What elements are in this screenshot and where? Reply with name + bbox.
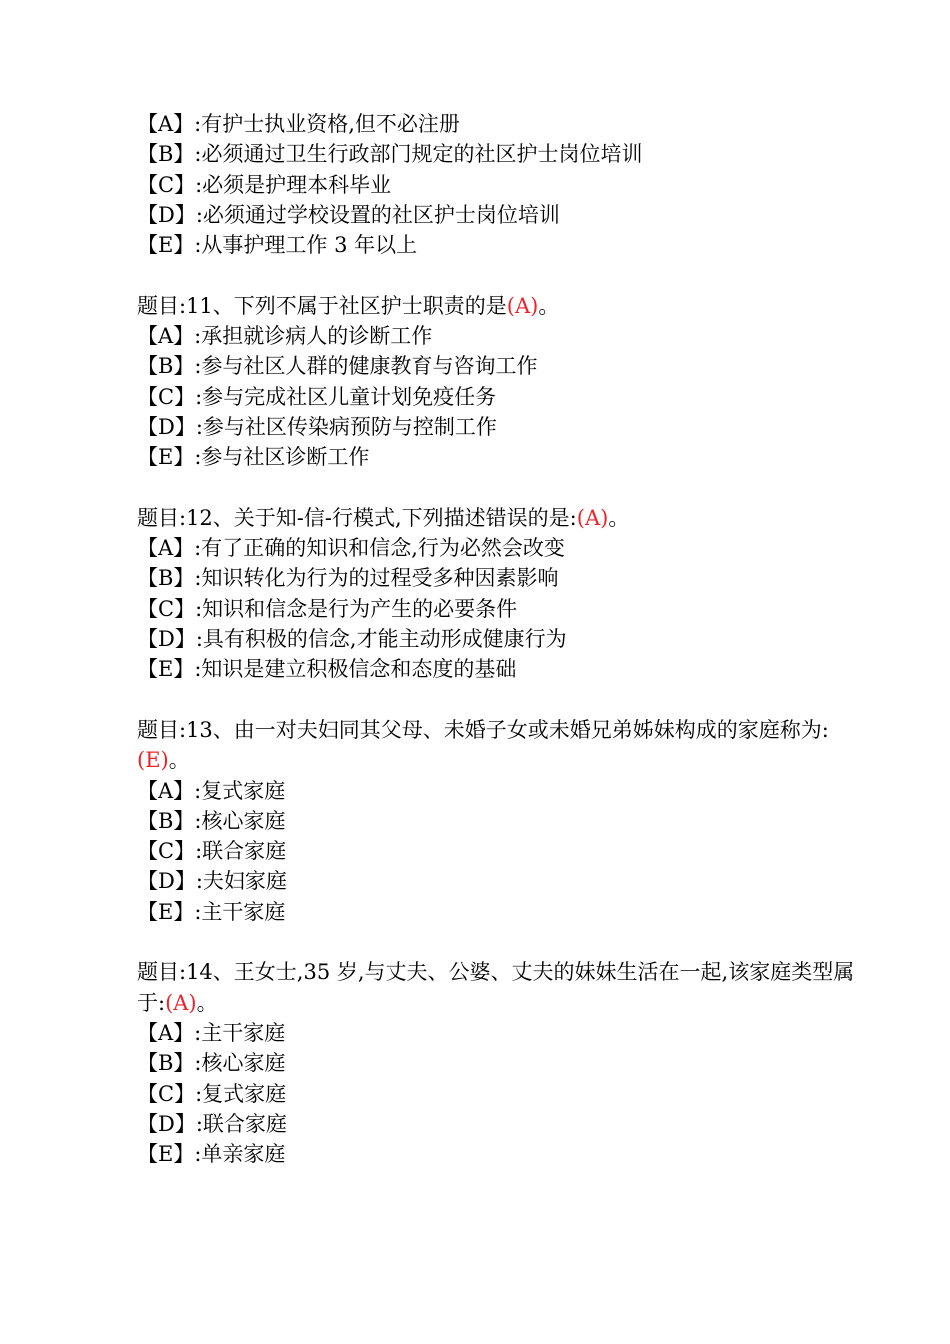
document-content [137, 109, 865, 1169]
option-b: 【B】:核心家庭 [137, 808, 286, 833]
spacer [137, 685, 865, 715]
option-e: 【E】:主干家庭 [137, 899, 286, 924]
option-d: 【D】:具有积极的信念,才能主动形成健康行为 [137, 627, 567, 652]
option-c: 【C】:必须是护理本科毕业 [137, 172, 392, 197]
question-stem [137, 957, 865, 1018]
answer-key: (A) [506, 293, 539, 318]
option-b: 【B】:知识转化为行为的过程受多种因素影响 [137, 566, 559, 591]
option-d: 【D】:参与社区传染病预防与控制工作 [137, 414, 497, 439]
spacer [137, 473, 865, 503]
question-block-12 [137, 503, 865, 685]
option-c: 【C】:联合家庭 [137, 839, 287, 864]
option-d: 【D】:夫妇家庭 [137, 869, 287, 894]
answer-key: (A) [165, 990, 197, 1015]
answer-key: (A) [576, 505, 609, 530]
question-block-11 [137, 291, 865, 473]
stem-end: 。 [538, 293, 560, 318]
option-a: 【A】:主干家庭 [137, 1020, 286, 1045]
answer-key: (E) [137, 748, 169, 773]
stem-text: 题目:12、关于知-信-行模式,下列描述错误的是: [137, 505, 577, 530]
option-c: 【C】:知识和信念是行为产生的必要条件 [137, 596, 518, 621]
option-c: 【C】:复式家庭 [137, 1081, 287, 1106]
option-e: 【E】:知识是建立积极信念和态度的基础 [137, 657, 517, 682]
stem-text: 题目:11、下列不属于社区护士职责的是 [137, 293, 507, 318]
stem-end: 。 [168, 748, 190, 773]
option-e: 【E】:单亲家庭 [137, 1142, 286, 1167]
question-block-13 [137, 715, 865, 927]
option-d: 【D】:必须通过学校设置的社区护士岗位培训 [137, 202, 560, 227]
option-a: 【A】:承担就诊病人的诊断工作 [137, 324, 433, 349]
question-block-14 [137, 957, 865, 1169]
option-c: 【C】:参与完成社区儿童计划免疫任务 [137, 384, 497, 409]
option-b: 【B】:必须通过卫生行政部门规定的社区护士岗位培训 [137, 142, 643, 167]
question-stem [137, 715, 865, 776]
spacer [137, 927, 865, 957]
spacer [137, 260, 865, 290]
option-e: 【E】:参与社区诊断工作 [137, 445, 370, 470]
question-stem [137, 291, 865, 321]
stem-end: 。 [196, 990, 218, 1015]
stem-text: 题目:14、王女士,35 岁,与丈夫、公婆、丈夫的妹妹生活在一起,该家庭类型属于: [137, 960, 855, 1015]
question-stem [137, 503, 865, 533]
option-e: 【E】:从事护理工作 3 年以上 [137, 233, 418, 258]
option-b: 【B】:参与社区人群的健康教育与咨询工作 [137, 354, 538, 379]
option-b: 【B】:核心家庭 [137, 1051, 286, 1076]
option-d: 【D】:联合家庭 [137, 1111, 287, 1136]
option-a: 【A】:复式家庭 [137, 778, 286, 803]
option-a: 【A】:有了正确的知识和信念,行为必然会改变 [137, 536, 565, 561]
stem-text: 题目:13、由一对夫妇同其父母、未婚子女或未婚兄弟姊妹构成的家庭称为: [137, 717, 829, 742]
continued-option-list [137, 109, 865, 260]
stem-end: 。 [608, 505, 630, 530]
option-a: 【A】:有护士执业资格,但不必注册 [137, 112, 460, 136]
